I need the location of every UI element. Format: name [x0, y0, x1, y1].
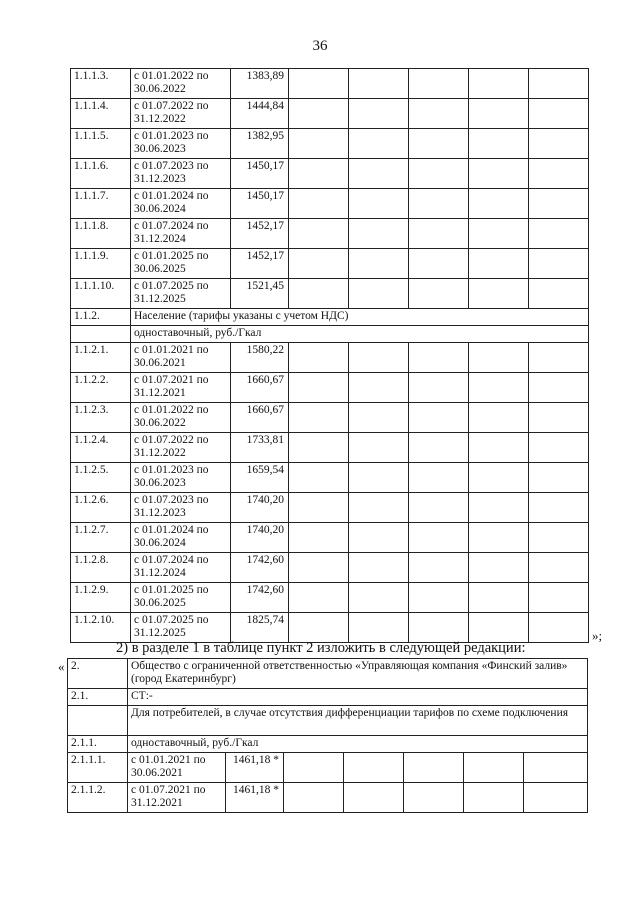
table-row — [71, 463, 589, 493]
empty-cell — [469, 343, 529, 373]
empty-cell — [529, 523, 589, 553]
period-cell: с 01.01.2025 по 30.06.2025 — [131, 583, 231, 613]
empty-cell — [524, 753, 588, 783]
empty-cell — [529, 613, 589, 643]
tariff-value: 1733,81 — [231, 433, 289, 463]
tariff-value: 1382,95 — [231, 129, 289, 159]
page-number: 36 — [312, 38, 328, 54]
tariff-value: 1461,18 * — [226, 783, 284, 813]
empty-cell — [349, 403, 409, 433]
empty-cell — [349, 219, 409, 249]
group-row — [68, 736, 588, 753]
amendment-instruction: 2) в разделе 1 в таблице пункт 2 изложить в следующей редакции: — [116, 640, 526, 656]
tariff-table-continued — [70, 68, 589, 643]
table-row — [71, 189, 589, 219]
empty-cell — [409, 249, 469, 279]
tariff-table-item-2 — [67, 658, 588, 813]
closing-quote: »; — [592, 628, 603, 643]
row-number: 1.1.2.10. — [71, 613, 131, 643]
empty-cell — [409, 69, 469, 99]
table-row — [68, 753, 588, 783]
empty-cell — [409, 463, 469, 493]
empty-cell — [349, 343, 409, 373]
tariff-value: 1742,60 — [231, 583, 289, 613]
period-cell: с 01.01.2021 по 30.06.2021 — [131, 343, 231, 373]
row-number: 1.1.1.10. — [71, 279, 131, 309]
row-number: 1.1.2.5. — [71, 463, 131, 493]
empty-cell — [409, 159, 469, 189]
empty-cell — [409, 129, 469, 159]
empty-cell — [289, 613, 349, 643]
empty-cell — [469, 279, 529, 309]
empty-cell — [349, 433, 409, 463]
group-label: одноставочный, руб./Гкал — [128, 736, 588, 753]
empty-cell — [529, 553, 589, 583]
subheader-label: Для потребителей, в случае отсутствия дифференциации тарифов по схеме подключения — [128, 706, 588, 736]
group-row — [71, 309, 589, 326]
empty-cell — [409, 403, 469, 433]
empty-cell — [409, 523, 469, 553]
period-cell: с 01.07.2024 по 31.12.2024 — [131, 553, 231, 583]
empty-cell — [529, 249, 589, 279]
empty-cell — [404, 753, 464, 783]
period-cell: с 01.07.2023 по 31.12.2023 — [131, 159, 231, 189]
row-number: 1.1.2.7. — [71, 523, 131, 553]
tariff-value: 1452,17 — [231, 219, 289, 249]
empty-cell — [284, 783, 344, 813]
opening-quote: « — [58, 659, 65, 674]
row-number: 1.1.1.9. — [71, 249, 131, 279]
empty-cell — [289, 219, 349, 249]
empty-cell — [344, 753, 404, 783]
empty-cell — [289, 129, 349, 159]
period-cell: с 01.07.2022 по 31.12.2022 — [131, 99, 231, 129]
row-number: 1.1.1.8. — [71, 219, 131, 249]
row-number: 1.1.2. — [71, 309, 131, 326]
empty-cell — [289, 433, 349, 463]
empty-cell — [469, 99, 529, 129]
empty-cell — [349, 129, 409, 159]
row-number: 1.1.2.2. — [71, 373, 131, 403]
empty-cell — [349, 523, 409, 553]
empty-cell — [409, 189, 469, 219]
empty-cell — [409, 493, 469, 523]
empty-cell — [469, 219, 529, 249]
table-row — [71, 159, 589, 189]
period-cell: с 01.01.2022 по 30.06.2022 — [131, 403, 231, 433]
empty-cell — [289, 373, 349, 403]
empty-cell — [409, 99, 469, 129]
table-row — [71, 403, 589, 433]
row-number: 2.1.1. — [68, 736, 128, 753]
table-row — [71, 69, 589, 99]
empty-cell — [344, 783, 404, 813]
empty-cell — [349, 159, 409, 189]
empty-cell — [529, 463, 589, 493]
empty-cell — [469, 583, 529, 613]
table-row — [71, 553, 589, 583]
table-row — [71, 219, 589, 249]
empty-cell — [469, 69, 529, 99]
empty-cell — [529, 189, 589, 219]
table-row — [71, 433, 589, 463]
empty-cell — [349, 463, 409, 493]
period-cell: с 01.07.2023 по 31.12.2023 — [131, 493, 231, 523]
period-cell: с 01.01.2023 по 30.06.2023 — [131, 129, 231, 159]
row-number: 1.1.1.3. — [71, 69, 131, 99]
empty-cell — [349, 99, 409, 129]
period-cell: с 01.07.2024 по 31.12.2024 — [131, 219, 231, 249]
table-row — [71, 279, 589, 309]
empty-cell — [529, 219, 589, 249]
empty-cell — [464, 753, 524, 783]
period-cell: с 01.07.2021 по 31.12.2021 — [131, 373, 231, 403]
empty-cell — [284, 753, 344, 783]
empty-cell — [71, 326, 131, 343]
period-cell: с 01.01.2023 по 30.06.2023 — [131, 463, 231, 493]
empty-cell — [289, 279, 349, 309]
empty-cell — [469, 523, 529, 553]
empty-cell — [529, 583, 589, 613]
subheader-label: одноставочный, руб./Гкал — [131, 326, 589, 343]
empty-cell — [349, 279, 409, 309]
row-number: 1.1.2.9. — [71, 583, 131, 613]
table-row — [68, 783, 588, 813]
empty-cell — [289, 249, 349, 279]
empty-cell — [409, 343, 469, 373]
row-number: 1.1.2.6. — [71, 493, 131, 523]
empty-cell — [409, 553, 469, 583]
table-row — [71, 583, 589, 613]
row-number: 1.1.2.1. — [71, 343, 131, 373]
row-number: 1.1.2.8. — [71, 553, 131, 583]
empty-cell — [469, 249, 529, 279]
period-cell: с 01.01.2025 по 30.06.2025 — [131, 249, 231, 279]
empty-cell — [409, 583, 469, 613]
empty-cell — [409, 613, 469, 643]
empty-cell — [404, 783, 464, 813]
group-label: Общество с ограниченной ответственностью «Управляющая компания «Финский залив» (город Екатеринбург) — [128, 659, 588, 689]
empty-cell — [529, 373, 589, 403]
subheader-row — [71, 326, 589, 343]
period-cell: с 01.01.2022 по 30.06.2022 — [131, 69, 231, 99]
empty-cell — [529, 493, 589, 523]
empty-cell — [289, 189, 349, 219]
empty-cell — [289, 463, 349, 493]
empty-cell — [349, 189, 409, 219]
empty-cell — [409, 279, 469, 309]
empty-cell — [529, 69, 589, 99]
empty-cell — [289, 493, 349, 523]
group-row — [68, 659, 588, 689]
group-label: Население (тарифы указаны с учетом НДС) — [131, 309, 589, 326]
empty-cell — [289, 553, 349, 583]
empty-cell — [529, 99, 589, 129]
period-cell: с 01.01.2024 по 30.06.2024 — [131, 523, 231, 553]
empty-cell — [469, 189, 529, 219]
row-number: 1.1.1.4. — [71, 99, 131, 129]
empty-cell — [289, 523, 349, 553]
empty-cell — [469, 613, 529, 643]
row-number: 2.1. — [68, 689, 128, 706]
empty-cell — [469, 433, 529, 463]
empty-cell — [469, 129, 529, 159]
empty-cell — [349, 553, 409, 583]
group-row — [68, 689, 588, 706]
tariff-value: 1660,67 — [231, 373, 289, 403]
empty-cell — [529, 129, 589, 159]
row-number: 2. — [68, 659, 128, 689]
tariff-value: 1444,84 — [231, 99, 289, 129]
table-row — [71, 99, 589, 129]
empty-cell — [349, 493, 409, 523]
tariff-value: 1825,74 — [231, 613, 289, 643]
tariff-value: 1740,20 — [231, 523, 289, 553]
empty-cell — [289, 99, 349, 129]
tariff-value: 1660,67 — [231, 403, 289, 433]
row-number: 2.1.1.2. — [68, 783, 128, 813]
row-number: 1.1.1.5. — [71, 129, 131, 159]
empty-cell — [469, 373, 529, 403]
table-row — [71, 523, 589, 553]
empty-cell — [469, 159, 529, 189]
empty-cell — [524, 783, 588, 813]
group-label: СТ:- — [128, 689, 588, 706]
tariff-value: 1450,17 — [231, 189, 289, 219]
row-number: 1.1.2.4. — [71, 433, 131, 463]
empty-cell — [289, 403, 349, 433]
tariff-value: 1450,17 — [231, 159, 289, 189]
period-cell: с 01.07.2022 по 31.12.2022 — [131, 433, 231, 463]
period-cell: с 01.07.2025 по 31.12.2025 — [131, 279, 231, 309]
period-cell: с 01.01.2024 по 30.06.2024 — [131, 189, 231, 219]
empty-cell — [289, 159, 349, 189]
empty-cell — [289, 343, 349, 373]
empty-cell — [409, 373, 469, 403]
empty-cell — [349, 583, 409, 613]
tariff-value: 1452,17 — [231, 249, 289, 279]
table-row — [71, 129, 589, 159]
subheader-row — [68, 706, 588, 736]
empty-cell — [289, 583, 349, 613]
period-cell: с 01.07.2025 по 31.12.2025 — [131, 613, 231, 643]
tariff-value: 1580,22 — [231, 343, 289, 373]
table-row — [71, 249, 589, 279]
empty-cell — [289, 69, 349, 99]
row-number: 2.1.1.1. — [68, 753, 128, 783]
empty-cell — [409, 433, 469, 463]
empty-cell — [349, 69, 409, 99]
row-number: 1.1.1.6. — [71, 159, 131, 189]
table-row — [71, 493, 589, 523]
empty-cell — [349, 373, 409, 403]
empty-cell — [68, 706, 128, 736]
empty-cell — [469, 403, 529, 433]
table-row — [71, 373, 589, 403]
empty-cell — [529, 159, 589, 189]
empty-cell — [469, 493, 529, 523]
period-cell: с 01.01.2021 по 30.06.2021 — [128, 753, 226, 783]
empty-cell — [409, 219, 469, 249]
tariff-value: 1659,54 — [231, 463, 289, 493]
tariff-value: 1521,45 — [231, 279, 289, 309]
tariff-value: 1383,89 — [231, 69, 289, 99]
period-cell: с 01.07.2021 по 31.12.2021 — [128, 783, 226, 813]
empty-cell — [529, 433, 589, 463]
empty-cell — [469, 463, 529, 493]
empty-cell — [529, 279, 589, 309]
empty-cell — [469, 553, 529, 583]
tariff-value: 1461,18 * — [226, 753, 284, 783]
row-number: 1.1.2.3. — [71, 403, 131, 433]
empty-cell — [529, 403, 589, 433]
tariff-value: 1740,20 — [231, 493, 289, 523]
empty-cell — [464, 783, 524, 813]
empty-cell — [349, 249, 409, 279]
empty-cell — [529, 343, 589, 373]
table-row — [71, 343, 589, 373]
row-number: 1.1.1.7. — [71, 189, 131, 219]
empty-cell — [349, 613, 409, 643]
table-row — [71, 613, 589, 643]
tariff-value: 1742,60 — [231, 553, 289, 583]
